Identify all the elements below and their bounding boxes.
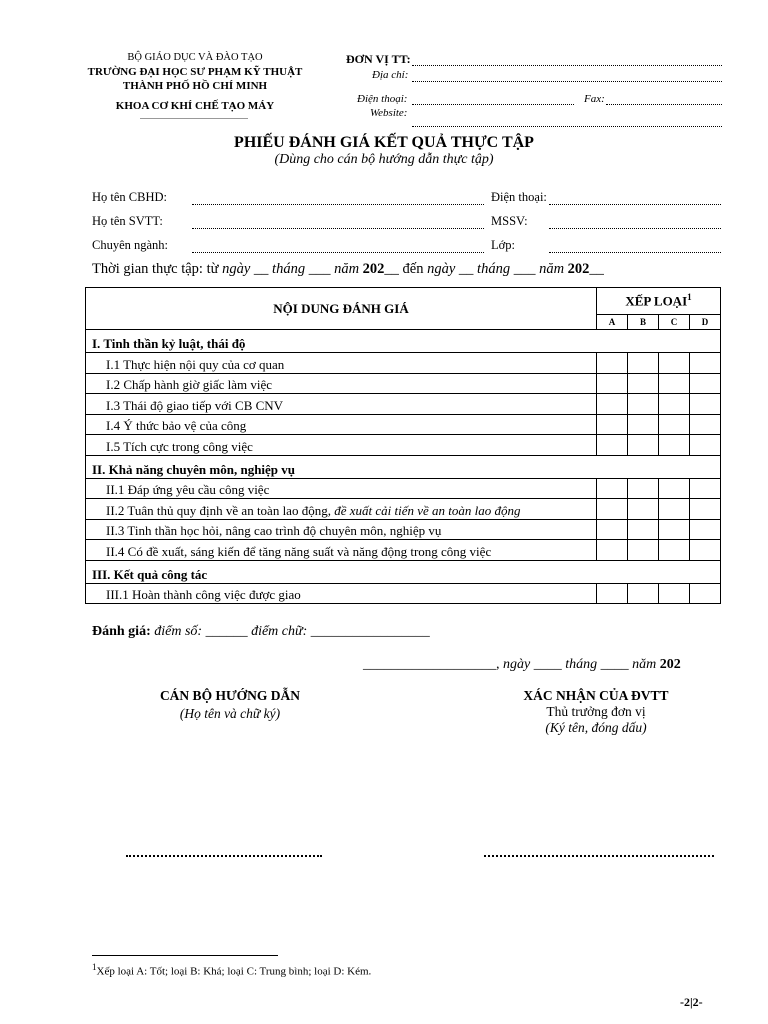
grade-cell[interactable] xyxy=(628,373,659,394)
period-start: ngày __ tháng ___ năm xyxy=(222,261,360,277)
grade-cell[interactable] xyxy=(659,435,690,456)
cbhd-phone-label: Điện thoại: xyxy=(491,190,547,204)
section-title: I. Tinh thần kỷ luật, thái độ xyxy=(86,330,721,353)
left-signature-sub: (Họ tên và chữ ký) xyxy=(179,706,281,721)
class-field[interactable] xyxy=(549,252,721,253)
page-number: -2|2- xyxy=(680,995,703,1009)
grade-cell[interactable] xyxy=(628,435,659,456)
words-field[interactable]: _________________ xyxy=(310,624,430,639)
left-signature-title: CÁN BỘ HƯỚNG DẪN xyxy=(159,688,301,703)
unit-line[interactable] xyxy=(412,65,722,66)
mssv-field[interactable] xyxy=(549,228,721,229)
grade-cell[interactable] xyxy=(690,414,721,435)
grade-cell[interactable] xyxy=(597,478,628,499)
evaluation-line xyxy=(92,624,430,640)
internship-period xyxy=(92,261,604,278)
address-label: Địa chỉ: xyxy=(372,69,409,81)
header-left xyxy=(86,51,304,113)
grade-cell[interactable] xyxy=(628,353,659,374)
phone-header-label: Điện thoại: xyxy=(357,93,408,105)
header-rank: XẾP LOẠI$^1$ xyxy=(597,288,721,315)
grade-cell[interactable] xyxy=(628,540,659,561)
cbhd-phone-field[interactable] xyxy=(549,204,721,205)
page-subtitle: (Dùng cho cán bộ hướng dẫn thực tập) xyxy=(274,152,494,167)
grade-cell[interactable] xyxy=(597,353,628,374)
grade-cell[interactable] xyxy=(659,353,690,374)
footnote-text: Xếp loại A: Tốt; loại B: Khá; loại C: Trung bình; loại D: Kém. xyxy=(96,965,372,978)
left-signature-line[interactable] xyxy=(126,855,322,857)
university-name: TRƯỜNG ĐẠI HỌC SƯ PHẠM KỸ THUẬT xyxy=(87,66,303,78)
grade-a-header: A xyxy=(597,315,628,330)
header-divider xyxy=(140,118,248,119)
grade-cell[interactable] xyxy=(659,519,690,540)
grade-cell[interactable] xyxy=(659,583,690,604)
section-title: III. Kết quả công tác xyxy=(86,560,721,583)
words-label: điểm chữ: xyxy=(251,624,308,639)
period-end-year: 202 xyxy=(567,261,590,277)
grade-cell[interactable] xyxy=(690,540,721,561)
grade-cell[interactable] xyxy=(597,519,628,540)
period-mid: __ đến xyxy=(384,261,424,277)
right-signature-title: XÁC NHẬN CỦA ĐVTT xyxy=(523,688,669,703)
grade-cell[interactable] xyxy=(690,478,721,499)
faculty-name: KHOA CƠ KHÍ CHẾ TẠO MÁY xyxy=(115,100,275,112)
mssv-label: MSSV: xyxy=(491,214,528,228)
address-line[interactable] xyxy=(412,81,722,82)
svtt-field[interactable] xyxy=(192,228,484,229)
svtt-label: Họ tên SVTT: xyxy=(92,214,163,228)
criterion-label: II.3 Tinh thần học hỏi, nâng cao trình độ chuyên môn, nghiệp vụ xyxy=(86,519,597,540)
evaluation-table xyxy=(85,287,721,604)
unit-label: ĐƠN VỊ TT: xyxy=(346,52,411,66)
cbhd-label: Họ tên CBHD: xyxy=(92,190,167,204)
period-end: ngày __ tháng ___ năm xyxy=(427,261,565,277)
grade-cell[interactable] xyxy=(628,519,659,540)
fax-line[interactable] xyxy=(606,104,722,105)
period-start-year: 202 xyxy=(362,261,385,277)
grade-cell[interactable] xyxy=(659,540,690,561)
grade-cell[interactable] xyxy=(690,499,721,520)
section-title: II. Khả năng chuyên môn, nghiệp vụ xyxy=(86,455,721,478)
period-prefix: Thời gian thực tập: từ xyxy=(92,261,219,277)
criterion-label: I.1 Thực hiện nội quy của cơ quan xyxy=(86,353,597,374)
website-label: Website: xyxy=(370,107,408,119)
major-field[interactable] xyxy=(192,252,484,253)
grade-cell[interactable] xyxy=(659,478,690,499)
criterion-label: II.1 Đáp ứng yêu cầu công việc xyxy=(86,478,597,499)
place-field[interactable]: ___________________ xyxy=(363,657,496,672)
score-label: điểm số: xyxy=(154,624,203,639)
criterion-label: I.2 Chấp hành giờ giấc làm việc xyxy=(86,373,597,394)
grade-cell[interactable] xyxy=(597,499,628,520)
city-name: THÀNH PHỐ HỒ CHÍ MINH xyxy=(122,80,268,92)
grade-cell[interactable] xyxy=(628,499,659,520)
grade-cell[interactable] xyxy=(690,394,721,415)
fax-label: Fax: xyxy=(584,93,605,105)
evaluation-label: Đánh giá: xyxy=(92,624,151,639)
grade-c-header: C xyxy=(659,315,690,330)
grade-cell[interactable] xyxy=(659,499,690,520)
grade-cell[interactable] xyxy=(597,435,628,456)
grade-cell[interactable] xyxy=(628,478,659,499)
criterion-label: III.1 Hoàn thành công việc được giao xyxy=(86,583,597,604)
class-label: Lớp: xyxy=(491,238,515,252)
grade-cell[interactable] xyxy=(659,394,690,415)
criterion-italic-part: đề xuất cải tiến về an toàn lao động xyxy=(334,502,521,518)
criterion-label: I.4 Ý thức bảo vệ của công xyxy=(86,414,597,435)
footnote-mark: 1 xyxy=(687,292,692,303)
grade-cell[interactable] xyxy=(628,394,659,415)
website-line[interactable] xyxy=(412,126,722,127)
date-line xyxy=(363,657,681,673)
grade-cell[interactable] xyxy=(597,414,628,435)
grade-b-header: B xyxy=(628,315,659,330)
grade-cell[interactable] xyxy=(690,353,721,374)
grade-cell[interactable] xyxy=(597,373,628,394)
date-year: 202 xyxy=(659,657,681,672)
grade-cell[interactable] xyxy=(597,394,628,415)
grade-cell[interactable] xyxy=(690,519,721,540)
major-label: Chuyên ngành: xyxy=(92,238,169,252)
cbhd-field[interactable] xyxy=(192,204,484,205)
grade-cell[interactable] xyxy=(659,373,690,394)
footnote xyxy=(92,962,371,978)
right-signature-sub2: (Ký tên, đóng dấu) xyxy=(545,720,647,735)
grade-cell[interactable] xyxy=(597,540,628,561)
grade-cell[interactable] xyxy=(690,373,721,394)
grade-cell[interactable] xyxy=(628,583,659,604)
period-end-blank: __ xyxy=(589,261,604,277)
grade-cell[interactable] xyxy=(690,435,721,456)
criterion-label: II.4 Có đề xuất, sáng kiến để tăng năng suất và năng động trong công việc xyxy=(86,540,597,561)
right-signature-line[interactable] xyxy=(484,855,714,857)
grade-cell[interactable] xyxy=(628,414,659,435)
criterion-label: II.2 Tuân thủ quy định về an toàn lao động, đề xuất cải tiến về an toàn lao động xyxy=(86,499,597,520)
footnote-divider xyxy=(92,955,278,956)
grade-d-header: D xyxy=(690,315,721,330)
phone-header-line[interactable] xyxy=(412,104,574,105)
ministry-name: BỘ GIÁO DỤC VÀ ĐÀO TẠO xyxy=(127,52,263,63)
right-signature-sub1: Thủ trưởng đơn vị xyxy=(546,704,646,719)
grade-cell[interactable] xyxy=(597,583,628,604)
grade-cell[interactable] xyxy=(659,414,690,435)
grade-cell[interactable] xyxy=(690,583,721,604)
criterion-label: I.3 Thái độ giao tiếp với CB CNV xyxy=(86,394,597,415)
footnote-number: 1 xyxy=(92,962,97,972)
score-field[interactable]: ______ xyxy=(205,624,248,639)
header-content: NỘI DUNG ĐÁNH GIÁ xyxy=(86,288,597,330)
criterion-label: I.5 Tích cực trong công việc xyxy=(86,435,597,456)
date-text: , ngày ____ tháng ____ năm xyxy=(496,657,657,672)
page-title: PHIẾU ĐÁNH GIÁ KẾT QUẢ THỰC TẬP xyxy=(234,134,534,151)
